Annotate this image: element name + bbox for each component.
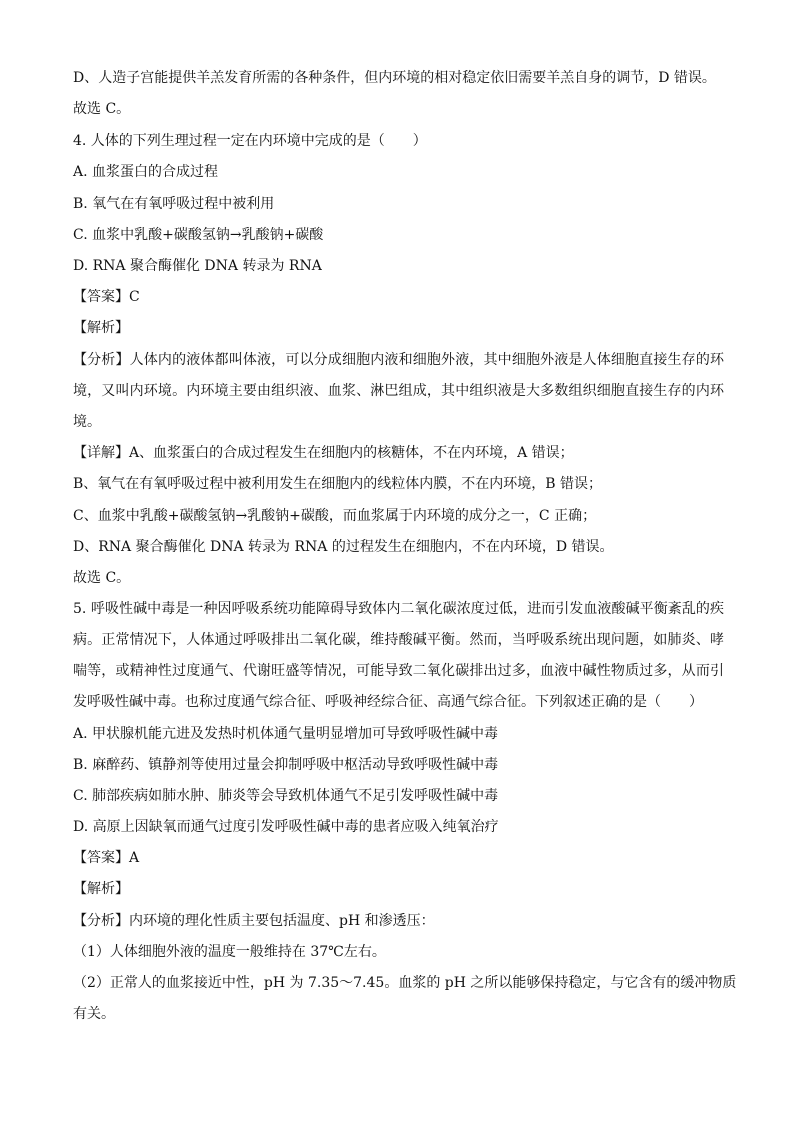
detail-text: 【详解】A、血浆蛋白的合成过程发生在细胞内的核糖体，不在内环境，A 错误； [73,445,574,461]
analysis-text: 【分析】内环境的理化性质主要包括温度、pH 和渗透压： [73,913,435,929]
answer-label: 【答案】A [73,850,140,866]
option-d: D. 高原上因缺氧而通气过度引发呼吸性碱中毒的患者应吸入纯氧治疗 [73,819,499,835]
text-line: 故选 C。 [73,570,131,586]
option-c: C. 肺部疾病如肺水肿、肺炎等会导致机体通气不足引发呼吸性碱中毒 [73,788,499,804]
analysis-text: （1）人体细胞外液的温度一般维持在 37℃左右。 [73,944,386,960]
analysis-text: 境。 [73,414,101,430]
question-5-stem: 喘等，或精神性过度通气、代谢旺盛等情况，可能导致二氧化碳排出过多，血液中碱性物质过多，从而引 [73,663,724,679]
text-line: D、人造子宫能提供羊羔发育所需的各种条件，但内环境的相对稳定依旧需要羊羔自身的调节，D 错误。 [73,70,716,86]
question-5-stem: 5. 呼吸性碱中毒是一种因呼吸系统功能障碍导致体内二氧化碳浓度过低，进而引发血液酸碱平衡紊乱的疾 [73,601,724,617]
detail-text: D、RNA 聚合酶催化 DNA 转录为 RNA 的过程发生在细胞内，不在内环境，D 错误。 [73,539,614,555]
question-4-stem: 4. 人体的下列生理过程一定在内环境中完成的是（ ） [73,133,427,149]
detail-text: B、氧气在有氧呼吸过程中被利用发生在细胞内的线粒体内膜，不在内环境，B 错误； [73,476,603,492]
analysis-label: 【解析】 [73,881,129,897]
detail-text: C、血浆中乳酸+碳酸氢钠→乳酸钠+碳酸，而血浆属于内环境的成分之一，C 正确； [73,508,597,524]
analysis-label: 【解析】 [73,320,129,336]
option-b: B. 麻醉药、镇静剂等使用过量会抑制呼吸中枢活动导致呼吸性碱中毒 [73,757,499,773]
option-d: D. RNA 聚合酶催化 DNA 转录为 RNA [73,258,322,274]
analysis-text: 【分析】人体内的液体都叫体液，可以分成细胞内液和细胞外液，其中细胞外液是人体细胞直接生存的环 [73,352,724,368]
option-c: C. 血浆中乳酸+碳酸氢钠→乳酸钠+碳酸 [73,227,324,243]
analysis-text: （2）正常人的血浆接近中性，pH 为 7.35～7.45。血浆的 pH 之所以能够保持稳定，与它含有的缓冲物质 [73,975,737,991]
option-a: A. 甲状腺机能亢进及发热时机体通气量明显增加可导致呼吸性碱中毒 [73,726,499,742]
question-5-stem: 病。正常情况下，人体通过呼吸排出二氧化碳，维持酸碱平衡。然而，当呼吸系统出现问题，如肺炎、哮 [73,632,724,648]
text-line: 故选 C。 [73,101,131,117]
analysis-text: 境，又叫内环境。内环境主要由组织液、血浆、淋巴组成，其中组织液是大多数组织细胞直接生存的内环 [73,383,724,399]
option-a: A. 血浆蛋白的合成过程 [73,164,219,180]
answer-label: 【答案】C [73,289,140,305]
option-b: B. 氧气在有氧呼吸过程中被利用 [73,196,275,212]
analysis-text: 有关。 [73,1006,115,1022]
question-5-stem: 发呼吸性碱中毒。也称过度通气综合征、呼吸神经综合征、高通气综合征。下列叙述正确的是（ ） [73,694,703,710]
